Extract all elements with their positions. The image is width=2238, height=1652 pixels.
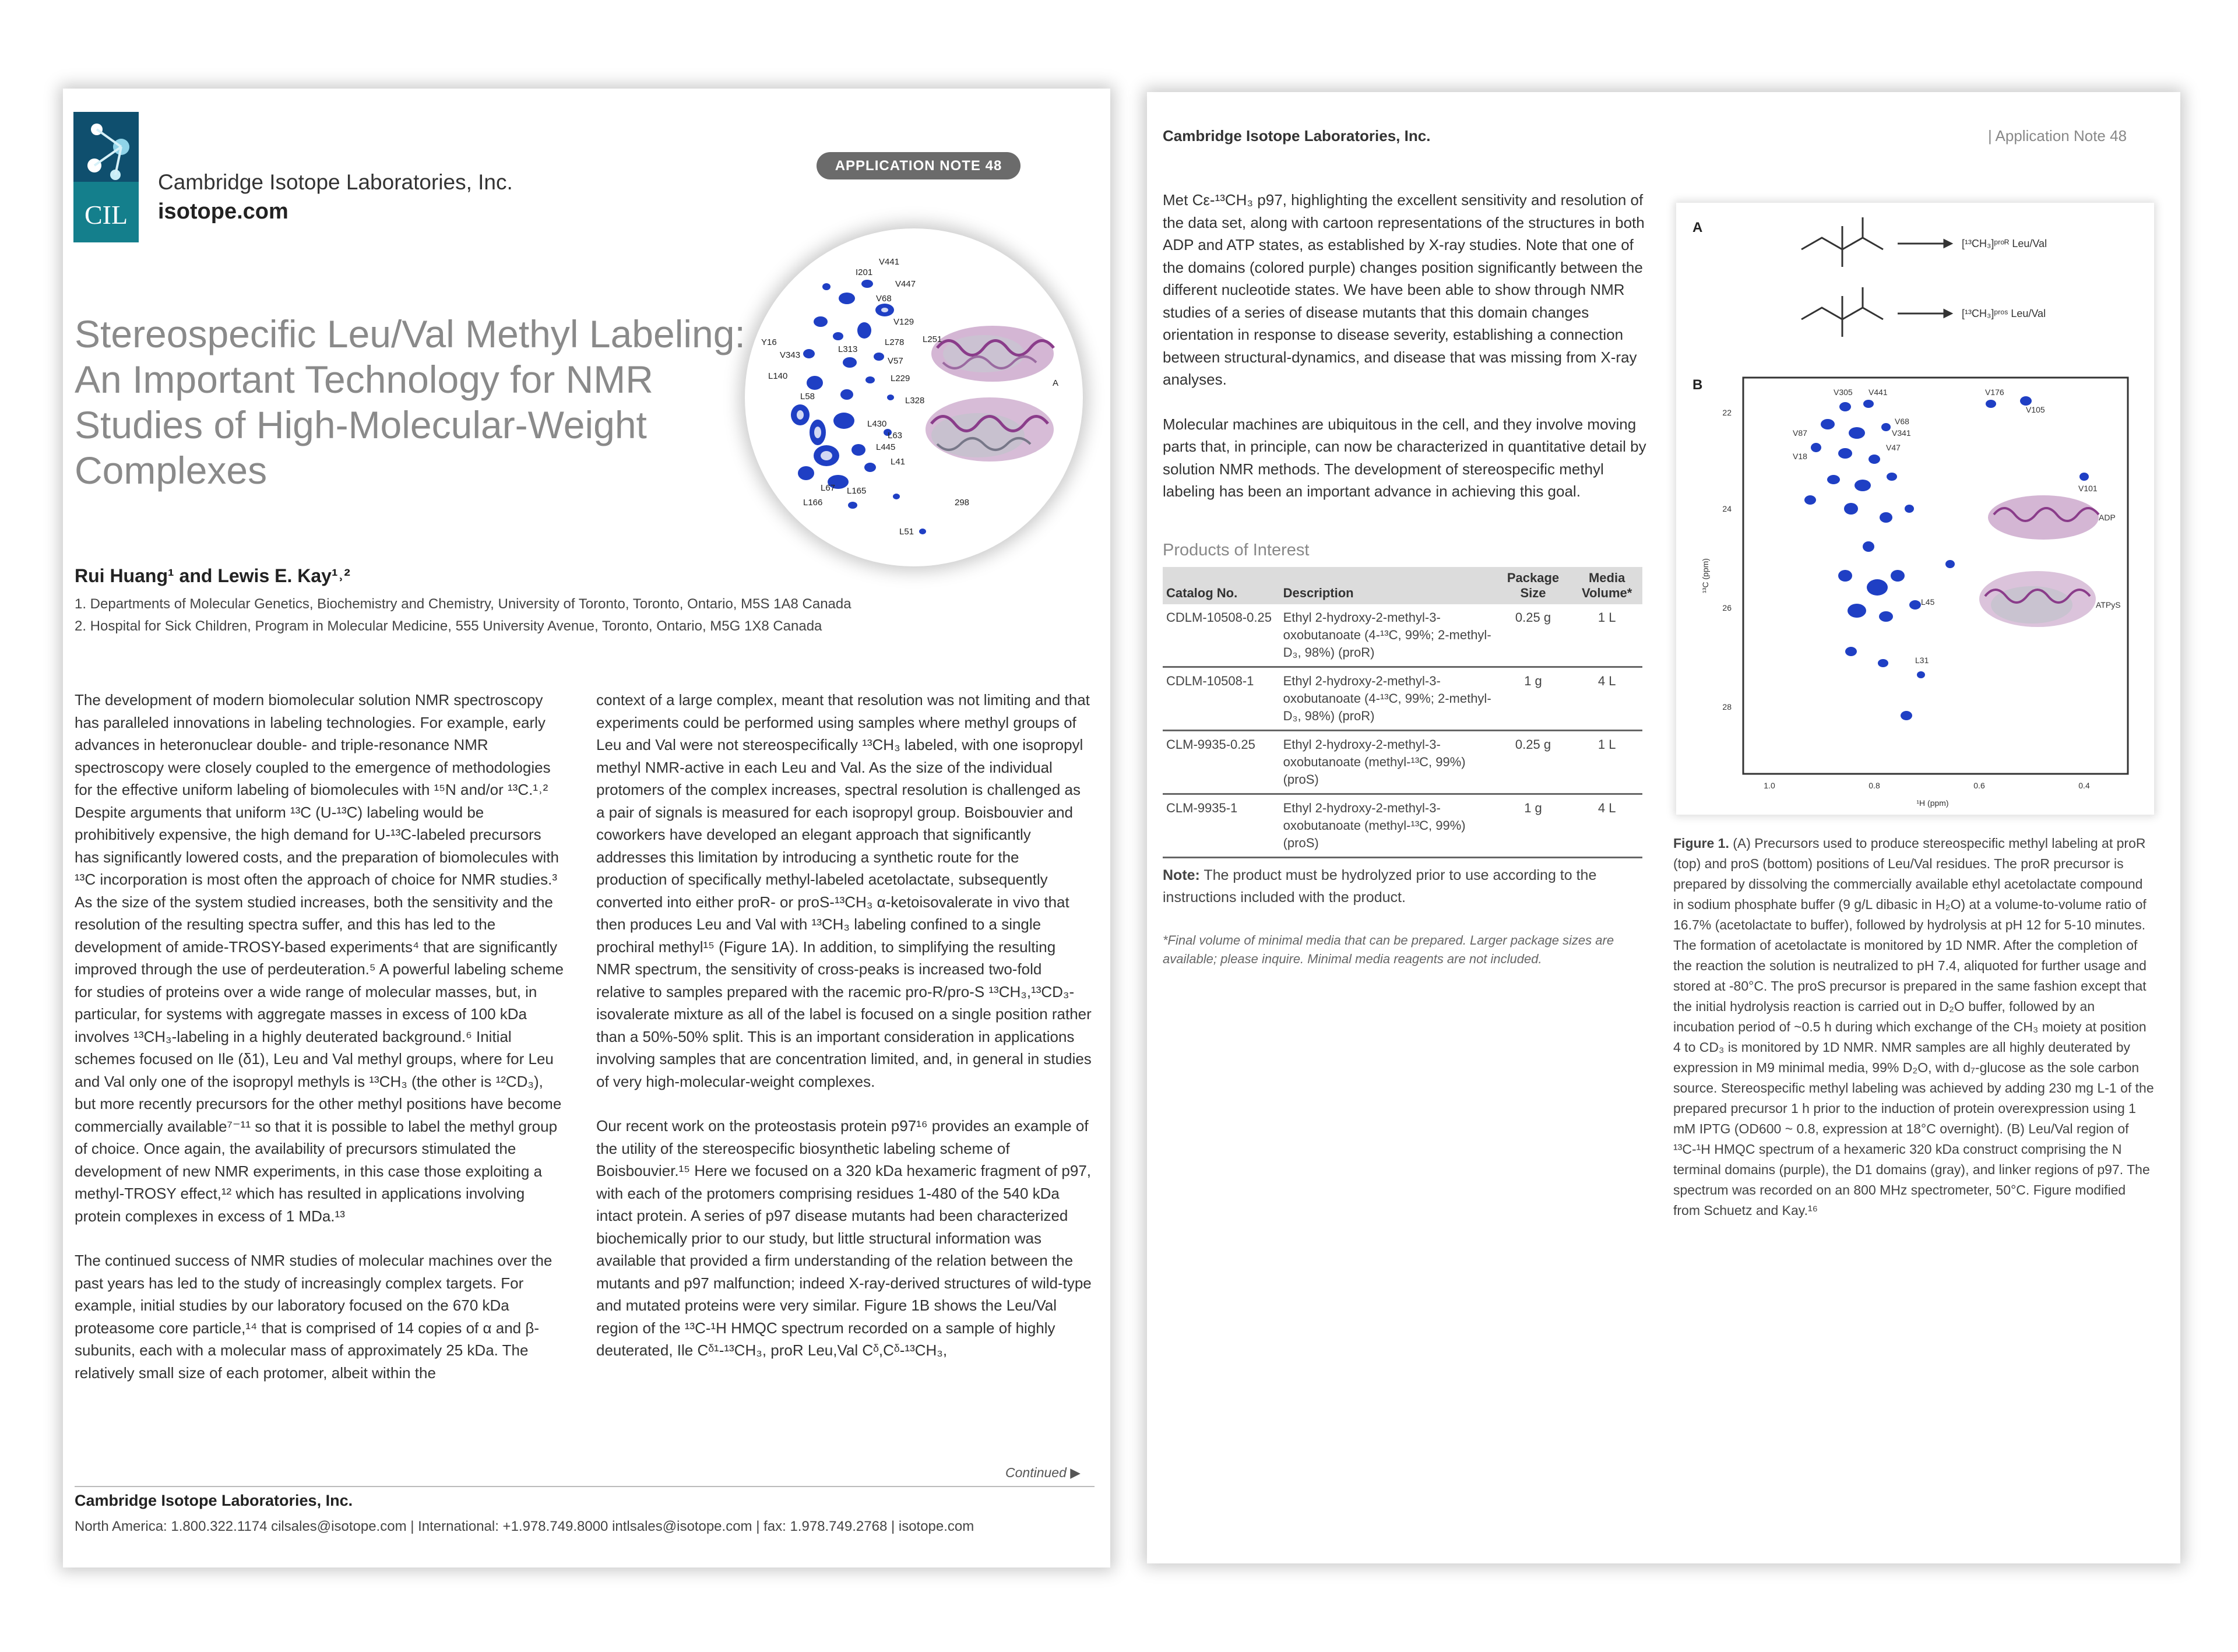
svg-text:L140: L140 [768, 371, 788, 381]
peak-label: V18 [1793, 452, 1807, 461]
authors: Rui Huang¹ and Lewis E. Kay¹˒² [75, 565, 350, 586]
peak-label: V341 [1892, 428, 1911, 438]
product-prox-label: [¹³CH₃]ᵖʳᵒᴿ Leu/Val [1962, 238, 2047, 249]
svg-text:A: A [1053, 378, 1059, 388]
product-description: Ethyl 2-hydroxy-2-methyl-3-oxobutanoate (methyl-¹³C, 99%) (proS) [1280, 794, 1495, 858]
y-tick: 24 [1722, 504, 1732, 513]
column-header: Description [1280, 567, 1495, 604]
note-label: Note: [1163, 867, 1200, 883]
table-row [1163, 794, 1642, 858]
peak-label: V101 [2078, 484, 2098, 493]
media-volume: 4 L [1571, 667, 1642, 731]
lab-website[interactable]: isotope.com [158, 199, 288, 224]
svg-text:L58: L58 [800, 392, 815, 401]
y-tick: 28 [1722, 702, 1732, 711]
x-tick: 1.0 [1764, 781, 1775, 790]
package-size: 1 g [1495, 794, 1572, 858]
figure-1 [1676, 203, 2154, 815]
article-title [75, 311, 774, 493]
x-tick: 0.4 [2078, 781, 2090, 790]
table-row [1163, 604, 1642, 667]
column-header: Package Size [1495, 567, 1572, 604]
spectrum-peaks [1804, 396, 2089, 720]
svg-text:L51: L51 [899, 527, 914, 537]
package-size: 1 g [1495, 667, 1572, 731]
figure-caption [1673, 833, 2155, 1221]
svg-text:V57: V57 [888, 356, 903, 366]
body-column-left [1163, 189, 1646, 525]
catalog-number[interactable]: CLM-9935-0.25 [1163, 731, 1280, 794]
peak-label: V105 [2026, 405, 2045, 414]
peak-label: V441 [1868, 388, 1888, 397]
protein-structure-atp [926, 397, 1054, 462]
product-description: Ethyl 2-hydroxy-2-methyl-3-oxobutanoate (methyl-¹³C, 99%) (proS) [1280, 731, 1495, 794]
svg-text:L430: L430 [867, 419, 887, 429]
table-row [1163, 731, 1642, 794]
atp-label: ATPyS [2096, 600, 2121, 610]
page-two [1147, 92, 2180, 1563]
products-heading: Products of Interest [1163, 541, 1310, 559]
title-line: An Important Technology for NMR [75, 358, 653, 401]
y-axis-label: ¹³C (ppm) [1701, 558, 1710, 593]
figure-1-graphic [1676, 203, 2154, 815]
precursor-structure-pros [1801, 287, 1951, 337]
affiliation: 2. Hospital for Sick Children, Program in Molecular Medicine, 555 University Avenue, Toronto, Ontario, M5G 1X8 Canada [75, 618, 822, 634]
package-size: 0.25 g [1495, 731, 1572, 794]
paragraph: The development of modern biomolecular solution NMR spectroscopy has paralleled innovations in labeling technologies. For example, early advances in heteronuclear double- and triple-resonance NMR spectroscopy were closely coupled to the emergence of methodologies for the effective uniform labeling of biomolecules with ¹⁵N and/or ¹³C.¹˒² Despite arguments that uniform ¹³C (U-¹³C) labeling would be prohibitively expensive, the high demand for U-¹³C-labeled precursors has significantly lowered costs, and the preparation of biomolecules with ¹³C incorporation is most often the approach of choice for NMR studies.³ As the size of the system studied increases, both the sensitivity and the resolution of the resulting spectra suffer, and this has led to the development of amide-TROSY-based experiments⁴ that are significantly improved through the use of perdeuteration.⁵ A powerful labeling scheme for studies of proteins over a wide range of molecular masses, but, in particular, for systems with aggregate masses in excess of 100 kDa involves ¹³CH₃-labeling in a highly deuterated background.⁶ Initial schemes focused on Ile (δ1), Leu and Val methyl groups, where for Leu and Val only one of the isopropyl methyls is ¹³CH₃ (the other is ¹²CD₃), but more recently precursors for the other methyl positions have become commercially available⁷⁻¹¹ so that it is possible to label the methyl group of choice. Once again, the availability of precursors stimulated the development of new NMR experiments, in this case those exploiting a methyl-TROSY effect,¹² which has resulted in applications involving protein complexes in excess of 1 MDa.¹³ [75, 691, 564, 1225]
precursor-structure-prox [1801, 217, 1951, 267]
x-tick: 0.8 [1868, 781, 1880, 790]
media-volume: 1 L [1571, 604, 1642, 667]
svg-text:L445: L445 [876, 442, 896, 452]
paragraph: Our recent work on the proteostasis protein p97¹⁶ provides an example of the utility of the stereospecific biosynthetic labeling scheme of Boisbouvier.¹⁵ Here we focused on a 320 kDa hexameric fragment of p97, with each of the protomers comprising residues 1-480 of the 540 kDa intact protein. A series of p97 disease mutants had been characterized biochemically prior to our study, but little structural information was available that provided a firm understanding of the relation between the mutants and p97 malfunction; indeed X-ray-derived structures of wild-type and mutated proteins were very similar. Figure 1B shows the Leu/Val region of the ¹³C-¹H HMQC spectrum recorded on a sample of highly deuterated, Ile Cᵟ¹-¹³CH₃, proR Leu,Val Cᵟ,Cᵟ-¹³CH₃, [596, 1117, 1092, 1359]
header-app-note: | Application Note 48 [1988, 127, 2127, 145]
peak-label: V305 [1834, 388, 1853, 397]
media-volume: 4 L [1571, 794, 1642, 858]
page-one [63, 89, 1110, 1568]
spectrum-zoom-circle [745, 228, 1083, 566]
adp-label: ADP [2099, 513, 2116, 522]
table-footnote: *Final volume of minimal media that can be prepared. Larger package sizes are available; please inquire. Minimal media reagents are not included. [1163, 933, 1614, 966]
peak-label: V68 [1895, 417, 1909, 426]
spectrum-protein-atp [1979, 571, 2096, 627]
table-row [1163, 667, 1642, 731]
paragraph: context of a large complex, meant that resolution was not limiting and that experiments could be performed using samples where methyl groups of Leu and Val were not stereospecifically ¹³CH₃ labeled, with one isopropyl methyl NMR-active in each Leu and Val. As the size of the individual protomers of the complex increases, spectral resolution is challenged as a pair of signals is measured for each isopropyl group. Boisbouvier and coworkers have developed an elegant approach that significantly addresses this limitation by introducing a synthetic route for the production of specifically methyl-labeled acetolactate, subsequently converted into either proR- or proS-¹³CH₃ α-ketoisovalerate in vivo that then produces Leu and Val with ¹³CH₃ labeling confined to a single prochiral methyl¹⁵ (Figure 1A). In addition, to simplifying the resulting NMR spectrum, the sensitivity of cross-peaks is increased two-fold relative to samples prepared with the racemic pro-R/pro-S ¹³CH₃,¹³CD₃-isovalerate mixture as all of the label is focused on a single position rather than a 50%-50% split. This is an important consideration in applications involving samples that are concentration limited, and, in general in studies of very high-molecular-weight complexes. [596, 691, 1092, 1090]
title-line: Complexes [75, 449, 268, 492]
svg-text:L166: L166 [803, 498, 823, 508]
svg-text:L67: L67 [821, 483, 836, 493]
catalog-number[interactable]: CLM-9935-1 [1163, 794, 1280, 858]
svg-text:L251: L251 [923, 334, 942, 344]
package-size: 0.25 g [1495, 604, 1572, 667]
y-tick: 22 [1722, 408, 1732, 417]
product-pros-label: [¹³CH₃]ᵖʳᵒˢ Leu/Val [1962, 308, 2046, 319]
media-volume: 1 L [1571, 731, 1642, 794]
svg-text:L313: L313 [838, 344, 858, 354]
paragraph: The continued success of NMR studies of molecular machines over the past years has led to the study of increasingly complex targets. For example, initial studies by our laboratory focused on the 670 kDa proteasome core particle,¹⁴ that is comprised of 14 copies of α and β-subunits, each with a molecular mass of approximately 25 kDa. The relatively small size of each protomer, albeit within the [75, 1252, 553, 1382]
caption-text: (A) Precursors used to produce stereospecific methyl labeling at proR (top) and proS (bottom) positions of Leu/Val residues. The proR precursor is prepared by dissolving the commercially available ethyl acetolactate compound in sodium phosphate buffer (9 g/L dibasic in H₂O) at a volume-to-volume ratio of 16.7% (acetolactate to buffer), followed by hydrolysis at pH 12 for 5-10 minutes. The formation of acetolactate is monitored by 1D NMR. After the completion of the reaction the solution is neutralized to pH 7.4, aliquoted for further usage and stored at -80°C. The proS precursor is prepared in the same fashion except that the initial hydrolysis reaction is carried out in D₂O buffer, followed by an incubation period of ~0.5 h during which exchange of the CH₃ moiety at position 4 to CD₃ is monitored by 1D NMR. NMR samples are all highly deuterated by expression in M9 minimal media, 99% D₂O, with d₇-glucose as the sole carbon source. Stereospecific methyl labeling was achieved by adding 230 mg L-1 of the prepared precursor 1 h prior to the induction of protein overexpression using 1 mM IPTG (OD600 ~ 0.8, expression at 18°C overnight). (B) Leu/Val region of ¹³C-¹H HMQC spectrum of a hexameric 320 kDa construct comprising the N terminal domains (purple), the D1 domains (gray), and linker regions of p97. The spectrum was recorded on an 800 MHz spectrometer, 50°C. Figure modified from Schuetz and Kay.¹⁶ [1673, 836, 2154, 1218]
table-header-row [1163, 567, 1642, 604]
peak-label: L45 [1921, 597, 1935, 607]
x-tick: 0.6 [1973, 781, 1985, 790]
svg-text:L165: L165 [847, 486, 867, 496]
footer-divider [75, 1486, 1095, 1487]
note-text: The product must be hydrolyzed prior to use according to the instructions included with the product. [1163, 867, 1597, 906]
column-header: Catalog No. [1163, 567, 1280, 604]
peak-label: L31 [1915, 656, 1929, 665]
svg-text:L278: L278 [885, 337, 905, 347]
svg-text:V343: V343 [780, 350, 801, 360]
footer-lab-name: Cambridge Isotope Laboratories, Inc. [75, 1492, 353, 1509]
peak-label: V87 [1793, 428, 1807, 438]
svg-text:V129: V129 [893, 317, 914, 327]
peak-label: V47 [1886, 443, 1901, 452]
caption-label: Figure 1. [1673, 836, 1729, 851]
panel-b-label: B [1692, 377, 1703, 393]
svg-text:V447: V447 [895, 279, 916, 289]
footer-contact: North America: 1.800.322.1174 cilsales@isotope.com | International: +1.978.749.8000 intlsales@isotope.com | fax: 1.978.749.2768 | isotope.com [75, 1519, 974, 1534]
title-line: Studies of High-Molecular-Weight [75, 403, 647, 446]
svg-text:L229: L229 [891, 374, 910, 383]
body-column-left [75, 689, 567, 1406]
protein-structure-adp [931, 326, 1054, 382]
svg-text:V68: V68 [876, 294, 892, 304]
spectrum-protein-adp [1988, 495, 2099, 540]
application-note-badge: APPLICATION NOTE 48 [817, 152, 1021, 179]
peak-labels [761, 257, 1058, 537]
product-note [1163, 864, 1646, 908]
title-line: Stereospecific Leu/Val Methyl Labeling: [75, 312, 745, 355]
column-header: Media Volume* [1571, 567, 1642, 604]
paragraph: Met Cε-¹³CH₃ p97, highlighting the excellent sensitivity and resolution of the data set, along with cartoon representations of the structures in both ADP and ATP states, as established by X-ray studies. Note that one of the domains (colored purple) changes position significantly between the different nucleotide states. We have been able to show through NMR studies of a series of disease mutants that this domain changes orientation in response to disease severity, establishing a connection between structural-dynamics, and disease that was missing from X-ray analyses. [1163, 191, 1645, 388]
products-table [1163, 567, 1642, 858]
cil-logo [73, 112, 139, 242]
svg-text:Y16: Y16 [761, 337, 777, 347]
svg-text:V441: V441 [879, 257, 900, 267]
continued-label: Continued ▶ [1005, 1465, 1081, 1480]
affiliation: 1. Departments of Molecular Genetics, Biochemistry and Chemistry, University of Toronto, Toronto, Ontario, M5S 1A8 Canada [75, 596, 851, 612]
svg-text:I201: I201 [856, 267, 873, 277]
panel-a-label: A [1692, 220, 1703, 235]
spectrum-zoom-figure [745, 228, 1083, 566]
catalog-number[interactable]: CDLM-10508-1 [1163, 667, 1280, 731]
header-lab-name: Cambridge Isotope Laboratories, Inc. [1163, 127, 1431, 145]
svg-text:298: 298 [955, 498, 970, 508]
paragraph: Molecular machines are ubiquitous in the cell, and they involve moving parts that, in principle, can now be characterized in quantitative detail by solution NMR methods. The development of stereospecific methyl labeling has been an important advance in achieving this goal. [1163, 415, 1646, 500]
y-tick: 26 [1722, 603, 1732, 612]
cil-logo-text: CIL [84, 200, 128, 230]
product-description: Ethyl 2-hydroxy-2-methyl-3-oxobutanoate (4-¹³C, 99%; 2-methyl-D₃, 98%) (proR) [1280, 604, 1495, 667]
catalog-number[interactable]: CDLM-10508-0.25 [1163, 604, 1280, 667]
product-description: Ethyl 2-hydroxy-2-methyl-3-oxobutanoate (4-¹³C, 99%; 2-methyl-D₃, 98%) (proR) [1280, 667, 1495, 731]
x-axis-label: ¹H (ppm) [1916, 798, 1949, 808]
svg-text:L63: L63 [888, 431, 903, 441]
lab-name: Cambridge Isotope Laboratories, Inc. [158, 170, 513, 194]
peak-label: V176 [1985, 388, 2004, 397]
svg-text:L328: L328 [905, 396, 925, 406]
affiliations [75, 593, 1065, 637]
body-column-right [596, 689, 1092, 1384]
svg-text:L41: L41 [891, 457, 906, 467]
